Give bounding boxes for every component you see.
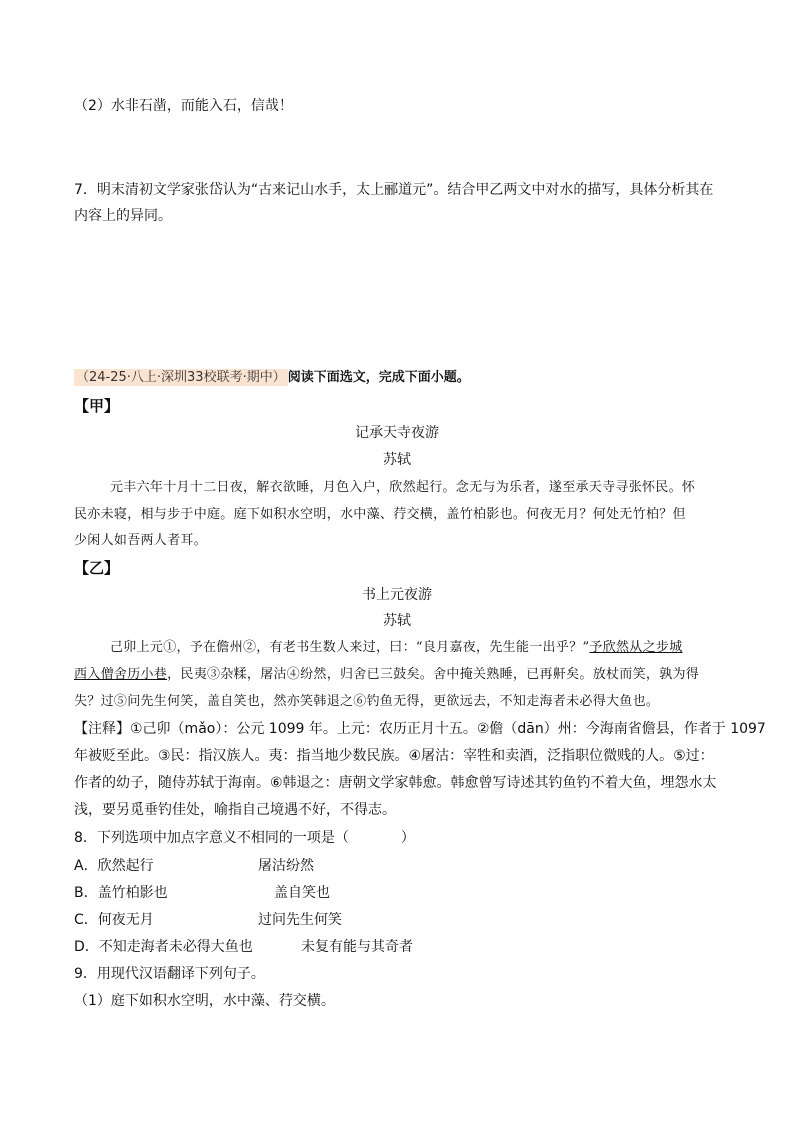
source-tag: （24-25·八上·深圳33校联考·期中） [76,370,286,385]
yi-line-2-underlined: 西入僧舍历小巷 [74,667,168,682]
jia-line-1: 元丰六年十月十二日夜，解衣欲睡，月色入户，欣然起行。念无与为乐者，遂至承天寺寻张怀民。怀 [110,480,696,495]
q9-stem: 9．用现代汉语翻译下列句子。 [74,966,265,982]
yi-line-1 [110,638,683,658]
yi-author: 苏轼 [383,613,411,629]
q8-option-d: D．不知走海者未必得大鱼也 [74,939,253,955]
q6-item-2: （2）水非石凿，而能入石，信哉！ [74,98,293,114]
q8-stem-text: 8．下列选项中加点字意义不相同的一项是（ [74,830,349,846]
notes-line-1: 【注释】①己卯（mǎo）：公元 1099 年。上元：农历正月十五。②儋（dān）州：今海南省儋县，作者于 1097 [74,721,766,737]
q8-stem-end: ） [400,830,415,846]
q9-item-1: （1）庭下如积水空明，水中藻、荇交横。 [74,993,335,1009]
q8-option-c-pair: 过问先生何笑 [258,912,342,928]
q8-option-c: C．何夜无月 [74,912,154,928]
yi-label: 【乙】 [74,559,120,577]
jia-line-2: 民亦未寝，相与步于中庭。庭下如积水空明，水中藻、荇交横，盖竹柏影也。何夜无月？何处无竹柏？但 [74,507,686,522]
q8-stem [74,828,415,848]
q8-option-b: B．盖竹柏影也 [74,885,168,901]
q7-line-2: 内容上的异同。 [74,208,172,224]
jia-label: 【甲】 [74,397,120,415]
notes-line-3: 作者的幼子，随侍苏轼于海南。⑥韩退之：唐朝文学家韩愈。韩愈曾写诗述其钓鱼钓不着大鱼，埋怨水太 [74,775,717,791]
q8-option-d-pair: 未复有能与其奇者 [301,939,413,955]
q8-option-b-pair: 盖自笑也 [274,885,330,901]
jia-title: 记承天寺夜游 [355,425,439,441]
q7-line-1: 7．明末清初文学家张岱认为“古来记山水手，太上郦道元”。结合甲乙两文中对水的描写，具体分析其在 [74,182,714,198]
q8-option-a: A．欣然起行 [74,858,154,874]
source-instruction: 阅读下面选文，完成下面小题。 [287,370,470,385]
notes-line-4: 浅，要另觅垂钓佳处，喻指自己境遇不好，不得志。 [74,802,396,818]
notes-line-2: 年被贬至此。③民：指汉族人。夷：指当地少数民族。④屠沽：宰牲和卖酒，泛指职位微贱的人。⑤过： [74,748,714,764]
yi-line-3: 失？过⑤问先生何笑，盖自笑也，然亦笑韩退之⑥钓鱼无得，更欲远去，不知走海者未必得大鱼也。 [74,694,660,709]
jia-author: 苏轼 [383,452,411,468]
yi-line-1-underlined: 予欣然从之步城 [589,640,683,655]
yi-title: 书上元夜游 [362,587,432,603]
q8-option-a-pair: 屠沽纷然 [258,858,314,874]
jia-line-3: 少闲人如吾两人者耳。 [74,533,208,548]
source-line [74,368,470,388]
yi-line-1-text: 己卯上元①，予在儋州②，有老书生数人来过，曰：“良月嘉夜，先生能一出乎？” [110,640,590,655]
yi-line-2 [74,665,699,685]
yi-line-2-text: ，民夷③杂糅，屠沽④纷然，归舍已三鼓矣。舍中掩关熟睡，已再鼾矣。放杖而笑，孰为得 [167,667,700,682]
